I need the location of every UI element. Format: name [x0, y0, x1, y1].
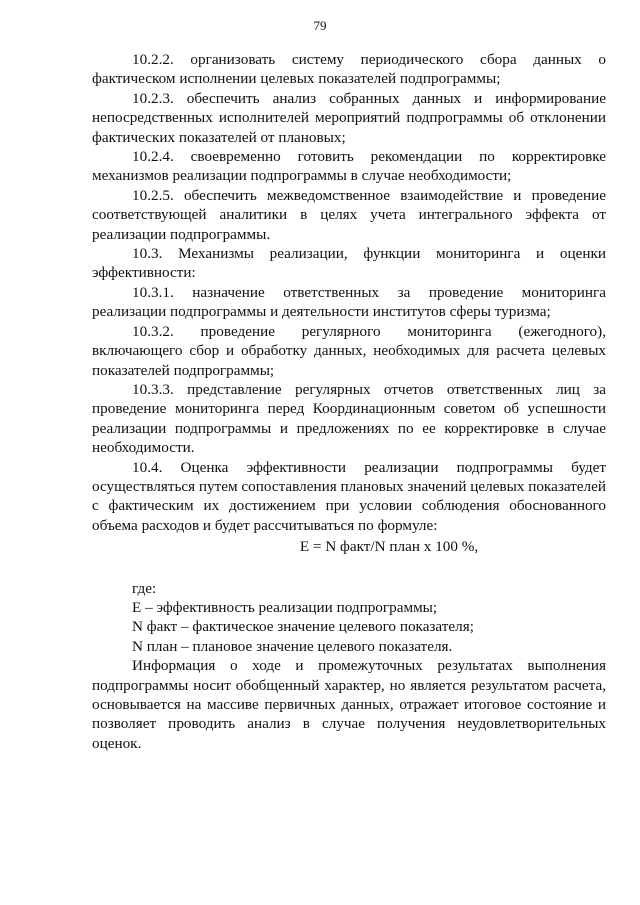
definition-n-fact: N факт – фактическое значение целевого показателя; — [132, 618, 474, 636]
spacer — [92, 571, 606, 579]
page-number: 79 — [313, 18, 327, 33]
paragraph-10-3-2: 10.3.2. проведение регулярного мониторинга (ежегодного), включающего сбор и обработку данных, необходимых для расчета целевых показателей подпрограммы; — [92, 322, 606, 379]
paragraph-10-3-1: 10.3.1. назначение ответственных за проведение мониторинга реализации подпрограммы и деятельности институтов сферы туризма; — [92, 283, 606, 321]
paragraph-10-2-2: 10.2.2. организовать систему периодического сбора данных о фактическом исполнении целевых показателей подпрограммы; — [92, 51, 606, 88]
paragraph-10-2-5: 10.2.5. обеспечить межведомственное взаимодействие и проведение соответствующей аналитики в целях учета интегрального эффекта от реализации подпрограммы. — [92, 186, 606, 243]
efficiency-formula: E = N факт/N план х 100 %, — [299, 538, 479, 556]
paragraph-10-2-4: 10.2.4. своевременно готовить рекомендации по корректировке механизмов реализации подпрограммы в случае необходимости; — [92, 148, 606, 185]
paragraph-10-3-3: 10.3.3. представление регулярных отчетов ответственных лиц за проведение мониторинга перед Координационным советом об успешности реализации подпрограммы и предложениях по ее корректировке в случае необходимости. — [92, 380, 606, 457]
document-body — [92, 50, 606, 753]
definition-e: E – эффективность реализации подпрограммы; — [132, 598, 438, 616]
where-label: где: — [132, 579, 157, 597]
closing-paragraph: Информация о ходе и промежуточных результатах выполнения подпрограммы носит обобщенный характер, но является результатом расчета, основывается на массиве первичных данных, отражает итоговое состояние и позволяет проводить анализ в случае получения неудовлетворительных оценок. — [92, 657, 606, 752]
paragraph-10-4: 10.4. Оценка эффективности реализации подпрограммы будет осуществляться путем сопоставления плановых значений целевых показателей с фактическим их достижением при условии соблюдения обоснованного объема расходов и будет рассчитываться по формуле: — [92, 458, 606, 534]
paragraph-10-2-3: 10.2.3. обеспечить анализ собранных данных и информирование непосредственных исполнителей мероприятий подпрограммы об отклонении фактических показателей от плановых; — [92, 89, 606, 146]
paragraph-10-3: 10.3. Механизмы реализации, функции мониторинга и оценки эффективности: — [92, 245, 606, 282]
definition-n-plan: N план – плановое значение целевого показателя. — [132, 637, 453, 655]
